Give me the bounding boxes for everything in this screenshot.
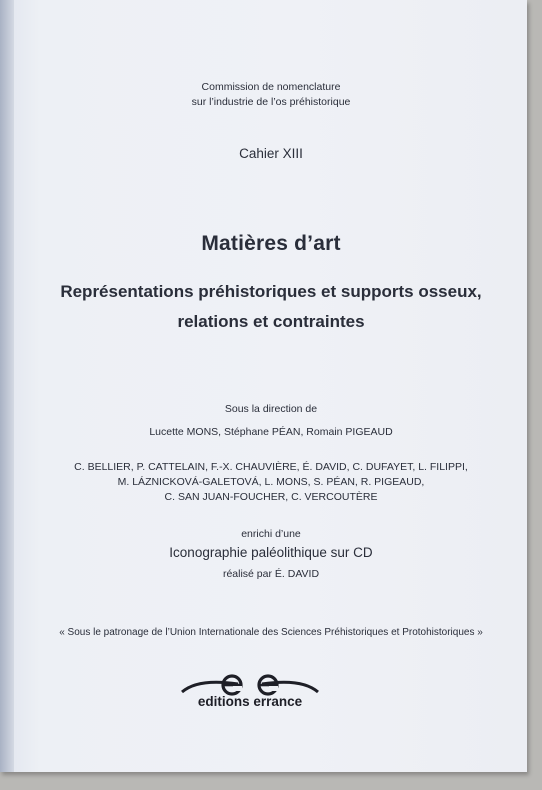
contributors-line-3: C. SAN JUAN-FOUCHER, C. VERCOUTÈRE <box>164 491 378 503</box>
subtitle-line-2: relations et contraintes <box>177 312 365 331</box>
supplement-intro: enrichi d’une <box>241 528 301 540</box>
contributors-line-2: M. LÁZNICKOVÁ-GALETOVÁ, L. MONS, S. PÉAN, R. PIGEAUD, <box>117 476 425 488</box>
publisher-name: editions errance <box>197 694 303 709</box>
supplement-credit: réalisé par É. DAVID <box>222 568 320 580</box>
commission-line-2: sur l’industrie de l’os préhistorique <box>191 96 351 108</box>
editors-list: Lucette MONS, Stéphane PÉAN, Romain PIGEAUD <box>149 426 393 438</box>
page-gutter-shadow <box>0 0 14 772</box>
cahier-number: Cahier XIII <box>239 146 303 161</box>
book-title: Matières d’art <box>201 232 341 255</box>
supplement-title: Iconographie paléolithique sur CD <box>169 545 373 560</box>
contributors-line-1: C. BELLIER, P. CATTELAIN, F.-X. CHAUVIÈRE, É. DAVID, C. DUFAYET, L. FILIPPI, <box>74 461 468 473</box>
commission-line-1: Commission de nomenclature <box>201 81 341 93</box>
direction-label: Sous la direction de <box>224 403 318 415</box>
patronage-note: « Sous le patronage de l’Union Internationale des Sciences Préhistoriques et Protohistoriques » <box>59 627 483 638</box>
publisher-logo <box>180 668 320 716</box>
subtitle-line-1: Représentations préhistoriques et supports osseux, <box>60 282 482 301</box>
